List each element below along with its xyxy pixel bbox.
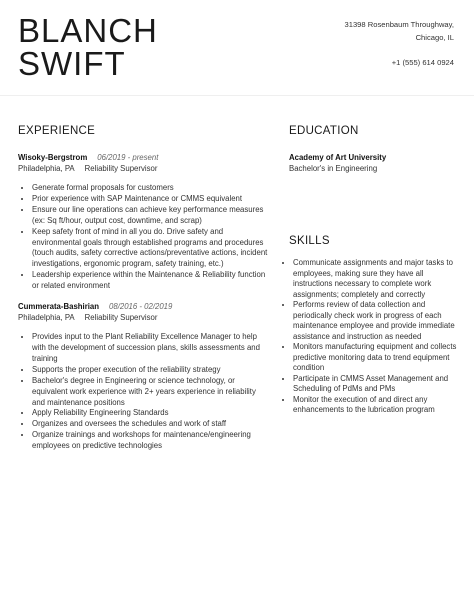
header-divider [0, 95, 474, 96]
job-location: Philadelphia, PA [18, 164, 75, 173]
job-role: Reliability Supervisor [84, 313, 158, 323]
job-bullets [18, 183, 268, 292]
job-entry [18, 152, 268, 292]
list-item: • Keep safety front of mind in all you do. Drive safety and environmental goals through established programs and procedures (touch audits, safety corrective actions/preventative actions, incident investigations, ergonomic program, safety training, etc.) [32, 227, 268, 271]
list-item: • Provides input to the Plant Reliability Excellence Manager to help with the development of succession plans, skills assessments and training [32, 332, 268, 365]
list-item: • Participate in CMMS Asset Management and Scheduling of PdMs and PMs [293, 374, 461, 395]
phone-number: +1 (555) 614 0924 [391, 58, 454, 67]
skills-section [281, 258, 461, 416]
address-line-1: 31398 Rosenbaum Throughway, [344, 20, 454, 29]
degree: Bachelor's in Engineering [289, 164, 378, 173]
job-dates: 08/2016 - 02/2019 [109, 302, 173, 312]
education-heading: EDUCATION [289, 125, 359, 137]
job-location: Philadelphia, PA [18, 313, 75, 323]
job-subheader [18, 163, 268, 174]
skills-list [281, 258, 461, 416]
list-item: • Ensure our line operations can achieve key performance measures (ex: Sq ft/hour, output cost, downtime, and scrap) [32, 205, 268, 227]
job-header [18, 152, 268, 163]
list-item: • Monitor the execution of and direct any enhancements to the lubrication program [293, 395, 461, 416]
list-item: • Monitors manufacturing equipment and collects predictive monitoring data to trend equipment condition [293, 342, 461, 374]
list-item: • Generate formal proposals for customers [32, 183, 268, 194]
list-item: • Prior experience with SAP Maintenance or CMMS equivalent [32, 194, 268, 205]
education-section [289, 152, 459, 183]
job-entry [18, 301, 268, 452]
candidate-name [18, 14, 158, 80]
list-item: • Leadership experience within the Maintenance & Reliability function or related environment [32, 270, 268, 292]
list-item: • Organize trainings and workshops for maintenance/engineering employees on predictive technologies [32, 430, 268, 452]
list-item: • Bachelor's degree in Engineering or science technology, or equivalent work experience with 2+ years experience in reliability and maintenance positions [32, 376, 268, 409]
job-dates: 06/2019 - present [97, 153, 159, 162]
list-item: • Organizes and oversees the schedules and work of staff [32, 419, 268, 430]
last-name: SWIFT [18, 45, 126, 82]
company-name: Cummerata-Bashirian [18, 302, 100, 312]
experience-section [18, 152, 268, 452]
school-row [289, 152, 459, 163]
company-name: Wisoky-Bergstrom [18, 153, 88, 162]
address-line-2: Chicago, IL [415, 32, 454, 42]
skills-heading: SKILLS [289, 235, 330, 247]
school-name: Academy of Art University [289, 153, 387, 162]
job-subheader [18, 312, 268, 323]
job-bullets [18, 332, 268, 452]
job-role: Reliability Supervisor [84, 164, 158, 173]
list-item: • Performs review of data collection and periodically check work in progress of each maintenance employee and provide immediate assistance and instruction as needed [293, 300, 461, 342]
list-item: • Apply Reliability Engineering Standards [32, 408, 268, 419]
experience-heading: EXPERIENCE [18, 125, 96, 137]
list-item: • Supports the proper execution of the reliability strategy [32, 365, 268, 376]
job-header [18, 301, 268, 312]
contact-info [345, 19, 454, 70]
first-name: BLANCH [18, 12, 158, 49]
list-item: • Communicate assignments and major tasks to employees, making sure they have all instructions necessary to complete work assignments; completely and correctly [293, 258, 461, 300]
